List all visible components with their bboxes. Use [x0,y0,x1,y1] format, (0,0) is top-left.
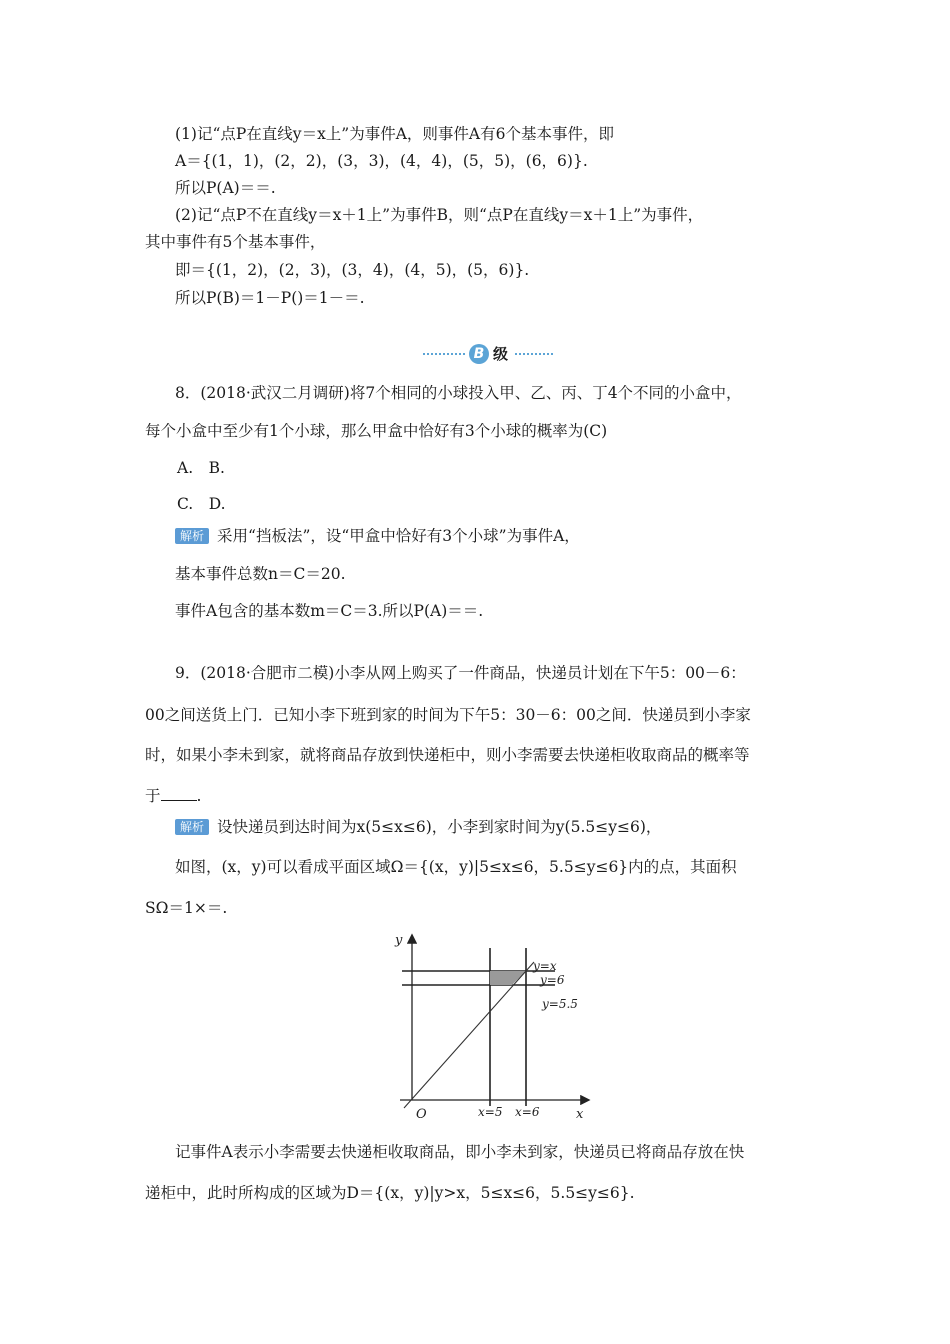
line-y-equals-x [404,962,534,1108]
q8-solution-3: 事件A包含的基本数m＝C＝3.所以P(A)＝＝. [175,602,484,620]
analysis-badge: 解析 [175,528,209,544]
level-letter-badge: B [469,344,489,364]
label-y55: y=5.5 [542,997,578,1011]
label-y-equals-x: y=x [533,959,557,973]
q9-solution-1: 解析 设快递员到达时间为x(5≤x≤6)，小李到家时间为y(5.5≤y≤6)， [175,817,661,837]
q8-solution-1: 解析 采用“挡板法”，设“甲盒中恰好有3个小球”为事件A， [175,526,580,546]
shaded-region [490,971,526,985]
y-axis-label: y [395,933,403,948]
region-figure [390,928,600,1123]
q9-solution-4: 记事件A表示小李需要去快递柜收取商品，即小李未到家，快递员已将商品存放在快 [175,1143,745,1161]
q9-line-2: 00之间送货上门．已知小李下班到家的时间为下午5：30－6：00之间．快递员到小李家 [145,706,751,724]
q9-line-1: 9．(2018·合肥市二模)小李从网上购买了一件商品，快递员计划在下午5：00－6： [175,664,746,682]
q9-solution-5: 递柜中，此时所构成的区域为D＝{(x，y)|y>x，5≤x≤6，5.5≤y≤6}. [145,1184,635,1202]
part1-line-7: 所以P(B)＝1－P()＝1－＝. [175,289,365,307]
label-y6: y=6 [540,973,565,987]
part1-line-1: (1)记“点P在直线y＝x上”为事件A，则事件A有6个基本事件，即 [175,125,614,143]
level-b-divider [423,342,553,366]
part1-line-4: (2)记“点P不在直线y＝x＋1上”为事件B，则“点P在直线y＝x＋1上”为事件， [175,206,704,224]
q9-line-3: 时，如果小李未到家，就将商品存放到快递柜中，则小李需要去快递柜收取商品的概率等 [145,746,750,764]
part1-line-6: 即＝{(1，2)，(2，3)，(3，4)，(4，5)，(5，6)}. [175,261,530,279]
q9-line-4: 于 . [145,787,202,805]
q8-line-2: 每个小盒中至少有1个小球，那么甲盒中恰好有3个小球的概率为(C) [145,422,608,440]
q8-solution-2: 基本事件总数n＝C＝20. [175,565,346,583]
q8-options-ab: A. B. [177,459,225,477]
part1-line-2: A＝{(1，1)，(2，2)，(3，3)，(4，4)，(5，5)，(6，6)}. [175,152,588,170]
part1-line-5: 其中事件有5个基本事件， [145,233,326,251]
part1-line-3: 所以P(A)＝＝. [175,179,276,197]
q9-solution-2: 如图，(x，y)可以看成平面区域Ω＝{(x，y)|5≤x≤6，5.5≤y≤6}内的点，其面积 [175,858,737,876]
label-x6: x=6 [515,1105,540,1119]
label-x5: x=5 [478,1105,503,1119]
origin-label: O [416,1107,427,1122]
level-char: 级 [493,345,509,363]
q8-options-cd: C. D. [177,495,226,513]
q9-solution-3: SΩ＝1×＝. [145,899,228,917]
q8-line-1: 8．(2018·武汉二月调研)将7个相同的小球投入甲、乙、丙、丁4个不同的小盒中， [175,384,742,402]
answer-blank [161,786,197,801]
analysis-badge: 解析 [175,819,209,835]
x-axis-label: x [576,1107,584,1122]
